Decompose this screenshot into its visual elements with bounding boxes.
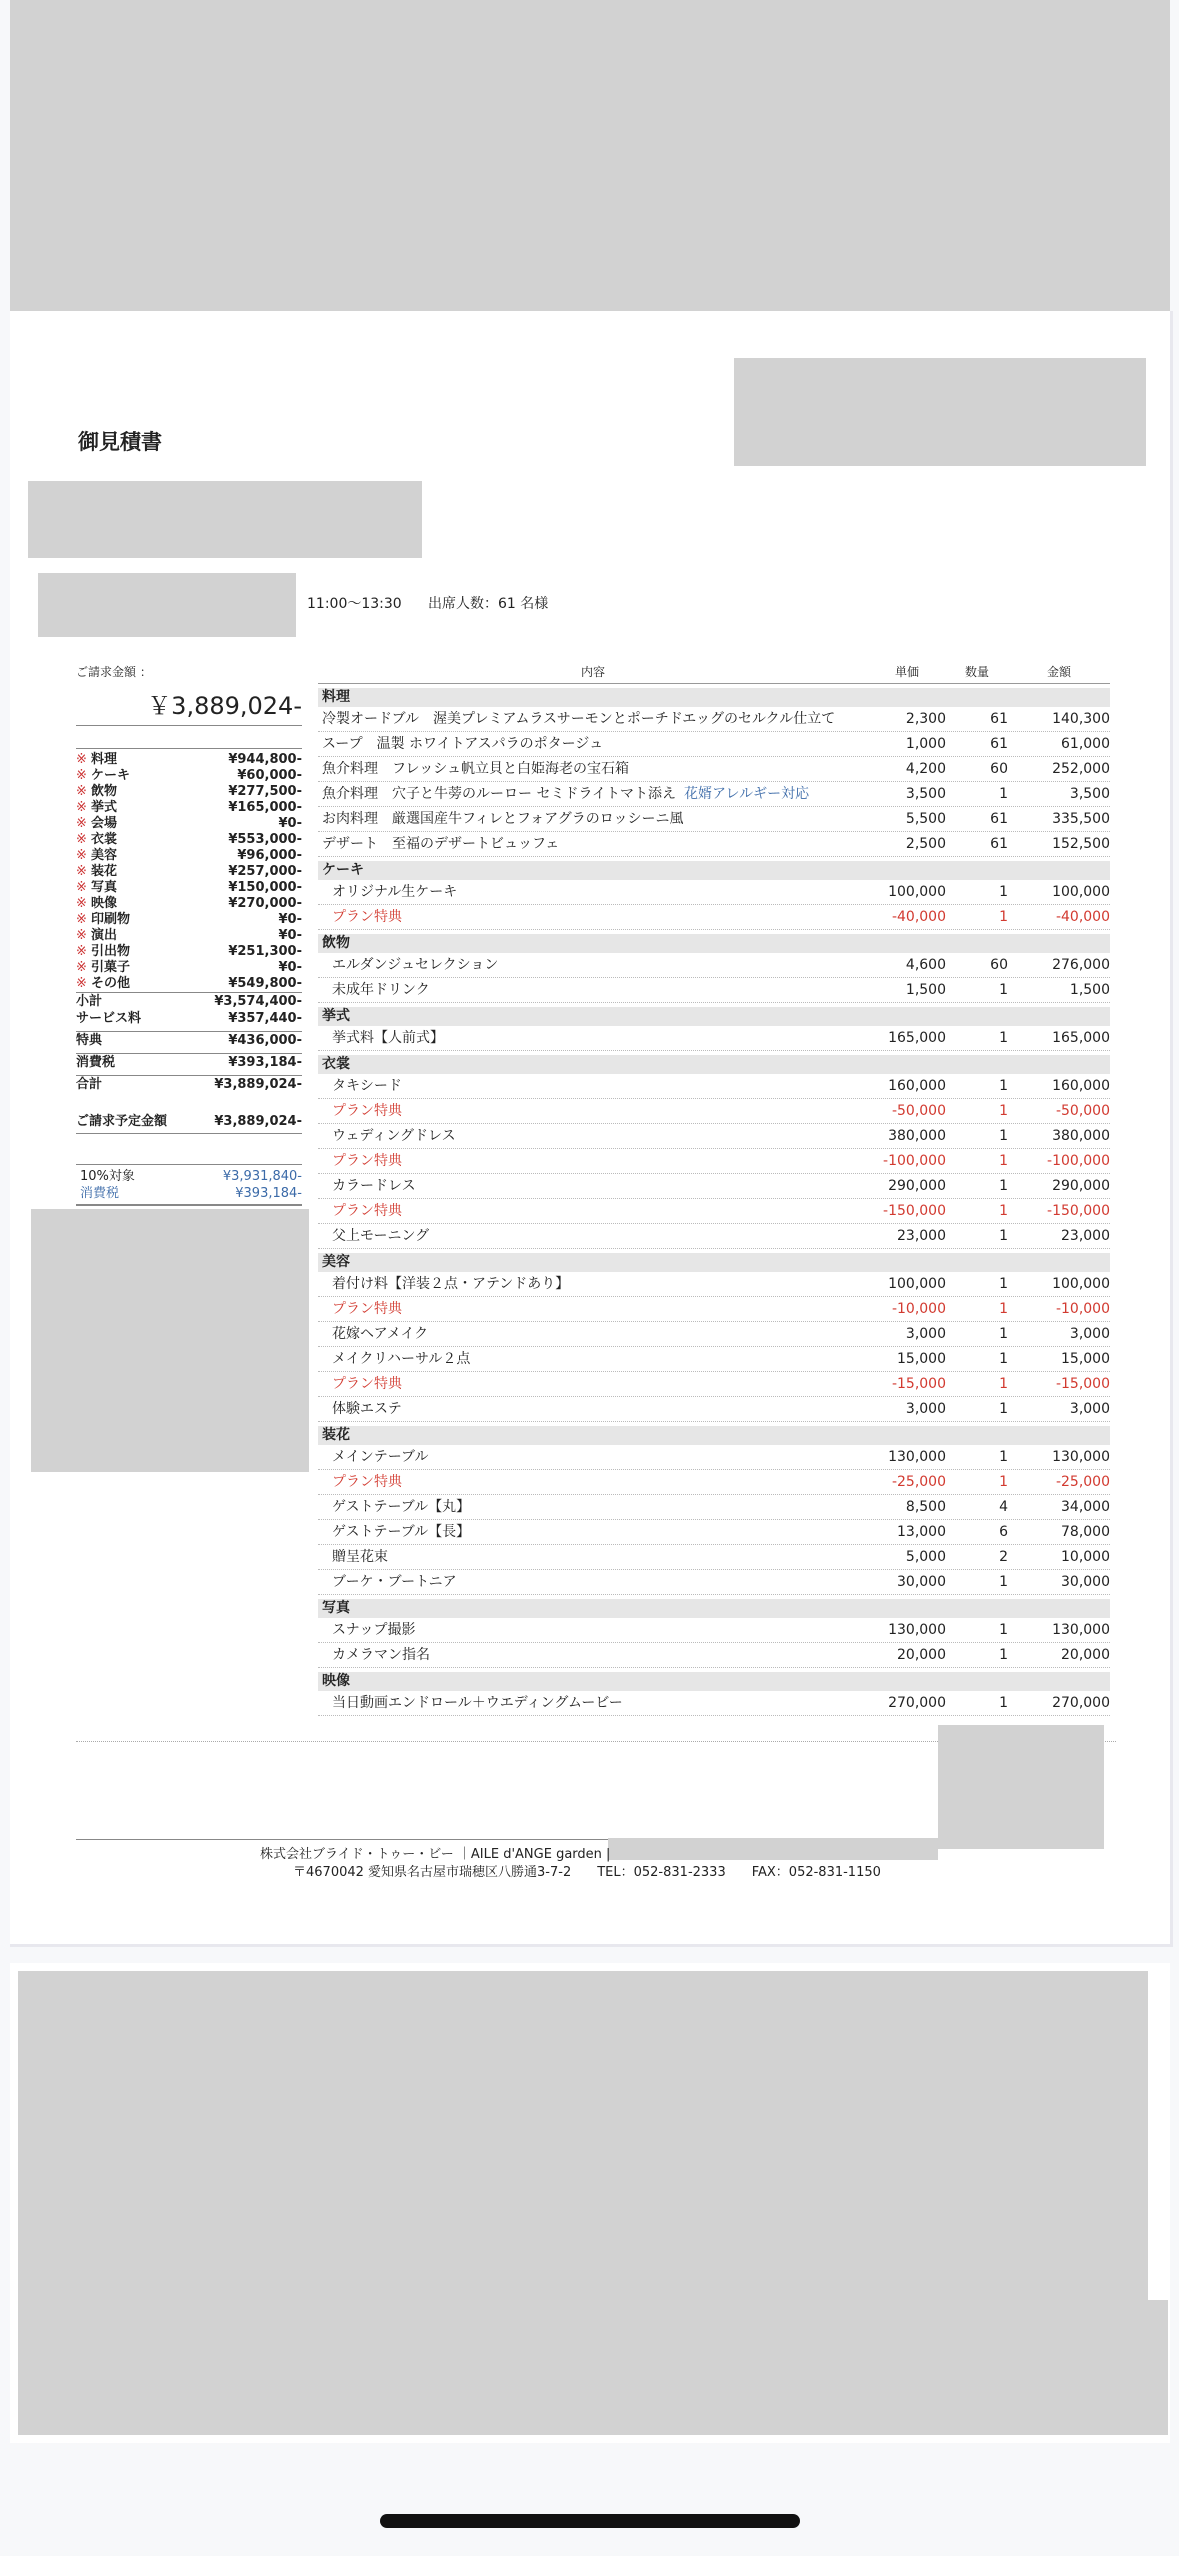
service-row: サービス料 ¥357,440- (76, 1011, 302, 1026)
item-amount: 165,000 (1052, 1030, 1110, 1046)
item-qty: 1 (999, 1326, 1008, 1342)
table-row (318, 1545, 1110, 1570)
item-name: 花嫁ヘアメイク (332, 1326, 429, 1342)
breakdown-row (76, 864, 302, 880)
item-name: スープ 温製 ホワイトアスパラのポタージュ (322, 736, 604, 752)
table-row (318, 1124, 1110, 1149)
company-name: 株式会社ブライド・トゥー・ビー ｜AILE d'ANGE garden | (260, 1847, 611, 1862)
redacted-logo (734, 358, 1146, 466)
item-amount: 130,000 (1052, 1449, 1110, 1465)
category-header: 写真 (318, 1599, 1110, 1618)
item-amount: -25,000 (1055, 1474, 1110, 1490)
estimate-page (10, 311, 1173, 1947)
breakdown-row (76, 976, 302, 992)
item-name: メインテーブル (332, 1449, 429, 1465)
item-name: エルダンジュセレクション (332, 957, 499, 973)
redacted-stamp (938, 1725, 1104, 1849)
item-price: 3,000 (905, 1326, 946, 1342)
item-price: 1,500 (905, 982, 946, 998)
item-qty: 60 (990, 957, 1008, 973)
table-row (318, 1297, 1110, 1322)
table-row (318, 732, 1110, 757)
item-qty: 1 (999, 786, 1008, 802)
item-amount: 61,000 (1061, 736, 1110, 752)
item-amount: 100,000 (1052, 884, 1110, 900)
item-qty: 1 (999, 1103, 1008, 1119)
item-amount: -10,000 (1055, 1301, 1110, 1317)
breakdown-row (76, 848, 302, 864)
item-price: -40,000 (891, 909, 946, 925)
redacted-footer-url (608, 1838, 938, 1860)
table-row (318, 1099, 1110, 1124)
total-row: 合計 ¥3,889,024- (76, 1077, 302, 1092)
breakdown-value: ¥165,000- (228, 800, 302, 815)
table-row (318, 1174, 1110, 1199)
table-row (318, 1224, 1110, 1249)
item-qty: 1 (999, 1128, 1008, 1144)
breakdown-row (76, 800, 302, 816)
item-qty: 1 (999, 884, 1008, 900)
item-qty: 1 (999, 1276, 1008, 1292)
table-row (318, 978, 1110, 1003)
item-amount: 34,000 (1061, 1499, 1110, 1515)
redacted-bottom (18, 2300, 1168, 2435)
category-header: 装花 (318, 1426, 1110, 1445)
item-price: 130,000 (888, 1622, 946, 1638)
item-name: オリジナル生ケーキ (332, 884, 458, 900)
item-name: 体験エステ (332, 1401, 402, 1417)
attendee-count: 出席人数：61 名様 (428, 596, 549, 612)
breakdown-value: ¥0- (278, 816, 302, 831)
event-time: 11:00〜13:30 (307, 596, 402, 612)
table-row (318, 1570, 1110, 1595)
breakdown-value: ¥549,800- (228, 976, 302, 991)
item-amount: 152,500 (1052, 836, 1110, 852)
item-price: 290,000 (888, 1178, 946, 1194)
category-header: 美容 (318, 1253, 1110, 1272)
table-row (318, 1149, 1110, 1174)
breakdown-value: ¥60,000- (237, 768, 302, 783)
item-qty: 1 (999, 1078, 1008, 1094)
breakdown-value: ¥251,300- (228, 944, 302, 959)
table-row (318, 1445, 1110, 1470)
breakdown-label: ※ 挙式 (76, 800, 117, 816)
item-amount: 270,000 (1052, 1695, 1110, 1711)
item-amount: 78,000 (1061, 1524, 1110, 1540)
table-row (318, 1272, 1110, 1297)
table-row (318, 807, 1110, 832)
category-header: 挙式 (318, 1007, 1110, 1026)
item-amount: 23,000 (1061, 1228, 1110, 1244)
breakdown-value: ¥553,000- (228, 832, 302, 847)
breakdown-value: ¥270,000- (228, 896, 302, 911)
item-name: メイクリハーサル２点 (332, 1351, 471, 1367)
item-qty: 1 (999, 982, 1008, 998)
tax2-row: 消費税 ¥393,184- (80, 1186, 302, 1201)
breakdown-label: ※ 引出物 (76, 944, 130, 960)
item-name: ゲストテーブル【長】 (332, 1524, 471, 1540)
redacted-header (10, 0, 1170, 311)
item-amount: 276,000 (1052, 957, 1110, 973)
item-price: 380,000 (888, 1128, 946, 1144)
item-amount: 10,000 (1061, 1549, 1110, 1565)
breakdown-row (76, 912, 302, 928)
item-amount: 3,000 (1069, 1401, 1110, 1417)
item-amount: 252,000 (1052, 761, 1110, 777)
breakdown-list (76, 748, 302, 992)
company-address: 〒4670042 愛知県名古屋市瑞穂区八勝通3-7-2 TEL：052-831-2333 FAX：052-831-1150 (293, 1865, 881, 1880)
item-qty: 1 (999, 1178, 1008, 1194)
table-header: 内容 単価 数量 金額 (318, 663, 1110, 684)
item-price: 30,000 (897, 1574, 946, 1590)
item-qty: 1 (999, 1574, 1008, 1590)
redacted-notes (31, 1209, 309, 1472)
item-price: 270,000 (888, 1695, 946, 1711)
item-qty: 6 (999, 1524, 1008, 1540)
item-qty: 1 (999, 1228, 1008, 1244)
breakdown-value: ¥0- (278, 912, 302, 927)
item-price: 3,500 (905, 786, 946, 802)
item-qty: 1 (999, 1474, 1008, 1490)
item-amount: -40,000 (1055, 909, 1110, 925)
item-price: 2,300 (905, 711, 946, 727)
breakdown-label: ※ 映像 (76, 896, 117, 912)
table-row (318, 1495, 1110, 1520)
breakdown-row (76, 880, 302, 896)
item-amount: 15,000 (1061, 1351, 1110, 1367)
item-price: 5,500 (905, 811, 946, 827)
item-price: 100,000 (888, 884, 946, 900)
subtotal-row: 小計 ¥3,574,400- (76, 994, 302, 1009)
breakdown-value: ¥0- (278, 960, 302, 975)
item-price: 4,200 (905, 761, 946, 777)
item-price: -25,000 (891, 1474, 946, 1490)
item-qty: 1 (999, 1376, 1008, 1392)
table-row (318, 1347, 1110, 1372)
item-name: 当日動画エンドロール＋ウエディングムービー (332, 1695, 623, 1711)
item-amount: 30,000 (1061, 1574, 1110, 1590)
breakdown-value: ¥944,800- (228, 752, 302, 767)
item-qty: 1 (999, 1449, 1008, 1465)
item-price: 15,000 (897, 1351, 946, 1367)
breakdown-row (76, 816, 302, 832)
item-amount: -50,000 (1055, 1103, 1110, 1119)
redacted-date (38, 573, 296, 637)
item-qty: 1 (999, 1622, 1008, 1638)
item-name: プラン特典 (332, 1203, 402, 1219)
breakdown-row (76, 768, 302, 784)
table-row (318, 905, 1110, 930)
table-row (318, 782, 1110, 807)
category-header: 映像 (318, 1672, 1110, 1691)
table-row (318, 1691, 1110, 1716)
breakdown-label: ※ 演出 (76, 928, 117, 944)
item-qty: 1 (999, 1301, 1008, 1317)
item-name: 冷製オードブル 渥美プレミアムラスサーモンとポーチドエッグのセルクル仕立て (322, 711, 836, 727)
item-amount: -100,000 (1047, 1153, 1110, 1169)
item-amount: 140,300 (1052, 711, 1110, 727)
breakdown-label: ※ 印刷物 (76, 912, 130, 928)
home-indicator[interactable] (380, 2514, 800, 2528)
item-qty: 60 (990, 761, 1008, 777)
item-amount: 20,000 (1061, 1647, 1110, 1663)
item-name: 挙式料【人前式】 (332, 1030, 444, 1046)
breakdown-value: ¥257,000- (228, 864, 302, 879)
item-price: 23,000 (897, 1228, 946, 1244)
detail-table (318, 663, 1110, 1716)
breakdown-label: ※ 写真 (76, 880, 117, 896)
category-header: ケーキ (318, 861, 1110, 880)
table-row (318, 1074, 1110, 1099)
item-amount: 1,500 (1069, 982, 1110, 998)
item-amount: 3,500 (1069, 786, 1110, 802)
breakdown-row (76, 928, 302, 944)
item-qty: 1 (999, 1203, 1008, 1219)
item-name: 贈呈花束 (332, 1549, 388, 1565)
item-amount: 3,000 (1069, 1326, 1110, 1342)
tax-row: 消費税 ¥393,184- (76, 1055, 302, 1070)
table-row (318, 1643, 1110, 1668)
item-name: 着付け料【洋装２点・アテンドあり】 (332, 1276, 570, 1292)
item-name: プラン特典 (332, 909, 402, 925)
item-price: 1,000 (905, 736, 946, 752)
item-name: プラン特典 (332, 1301, 402, 1317)
item-qty: 1 (999, 1401, 1008, 1417)
item-name: 魚介料理 フレッシュ帆立貝と白姫海老の宝石箱 (322, 761, 630, 777)
breakdown-label: ※ 飲物 (76, 784, 117, 800)
breakdown-row (76, 752, 302, 768)
item-qty: 61 (990, 836, 1008, 852)
breakdown-row (76, 832, 302, 848)
item-price: -15,000 (891, 1376, 946, 1392)
allergy-note: 花婿アレルギー対応 (684, 786, 810, 802)
item-name: ウェディングドレス (332, 1128, 456, 1144)
item-qty: 1 (999, 909, 1008, 925)
breakdown-value: ¥277,500- (228, 784, 302, 799)
breakdown-label: ※ 会場 (76, 816, 117, 832)
table-row (318, 1199, 1110, 1224)
breakdown-row (76, 960, 302, 976)
taxable-row: 10%対象 ¥3,931,840- (80, 1169, 302, 1184)
table-row (318, 1026, 1110, 1051)
item-price: 5,000 (905, 1549, 946, 1565)
page-title: 御見積書 (78, 430, 162, 454)
item-price: -100,000 (883, 1153, 946, 1169)
table-row (318, 1322, 1110, 1347)
table-row (318, 832, 1110, 857)
item-name: お肉料理 厳選国産牛フィレとフォアグラのロッシーニ風 (322, 811, 684, 827)
item-qty: 61 (990, 711, 1008, 727)
breakdown-value: ¥150,000- (228, 880, 302, 895)
item-name: ブーケ・ブートニア (332, 1574, 457, 1590)
item-qty: 4 (999, 1499, 1008, 1515)
item-amount: 380,000 (1052, 1128, 1110, 1144)
item-price: 160,000 (888, 1078, 946, 1094)
item-price: 100,000 (888, 1276, 946, 1292)
breakdown-label: ※ ケーキ (76, 768, 130, 784)
item-name: デザート 至福のデザートビュッフェ (322, 836, 560, 852)
item-price: 8,500 (905, 1499, 946, 1515)
item-name: 父上モーニング (332, 1228, 430, 1244)
item-price: 165,000 (888, 1030, 946, 1046)
item-price: 130,000 (888, 1449, 946, 1465)
item-amount: -15,000 (1055, 1376, 1110, 1392)
item-qty: 61 (990, 736, 1008, 752)
billing-label: ご請求金額 ： (76, 665, 152, 679)
breakdown-label: ※ 美容 (76, 848, 117, 864)
table-row (318, 953, 1110, 978)
item-price: 20,000 (897, 1647, 946, 1663)
item-price: 4,600 (905, 957, 946, 973)
table-row (318, 757, 1110, 782)
redacted-client-name (28, 481, 422, 558)
item-qty: 1 (999, 1695, 1008, 1711)
table-row (318, 1470, 1110, 1495)
category-header: 衣裳 (318, 1055, 1110, 1074)
item-qty: 1 (999, 1030, 1008, 1046)
breakdown-value: ¥0- (278, 928, 302, 943)
item-price: -10,000 (891, 1301, 946, 1317)
item-price: -50,000 (891, 1103, 946, 1119)
breakdown-value: ¥96,000- (237, 848, 302, 863)
item-amount: 160,000 (1052, 1078, 1110, 1094)
planned-row: ご請求予定金額 ¥3,889,024- (76, 1113, 302, 1134)
billing-amount: ￥3,889,024- (76, 686, 302, 726)
item-amount: 335,500 (1052, 811, 1110, 827)
item-price: 13,000 (897, 1524, 946, 1540)
item-name: カラードレス (332, 1178, 416, 1194)
item-name: 魚介料理 穴子と牛蒡のルーロー セミドライトマト添え 花婿アレルギー対応 (322, 786, 810, 802)
item-name: ゲストテーブル【丸】 (332, 1499, 471, 1515)
item-name: プラン特典 (332, 1153, 402, 1169)
breakdown-label: ※ その他 (76, 976, 130, 992)
item-name: 未成年ドリンク (332, 982, 430, 998)
breakdown-row (76, 896, 302, 912)
item-amount: 130,000 (1052, 1622, 1110, 1638)
table-row (318, 1372, 1110, 1397)
item-amount: 290,000 (1052, 1178, 1110, 1194)
item-name: スナップ撮影 (332, 1622, 416, 1638)
table-row (318, 1397, 1110, 1422)
item-price: 2,500 (905, 836, 946, 852)
table-row (318, 1618, 1110, 1643)
table-row (318, 707, 1110, 732)
item-name: カメラマン指名 (332, 1647, 430, 1663)
item-qty: 61 (990, 811, 1008, 827)
discount-row: 特典 ¥436,000- (76, 1033, 302, 1048)
item-price: 3,000 (905, 1401, 946, 1417)
item-amount: -150,000 (1047, 1203, 1110, 1219)
table-row (318, 1520, 1110, 1545)
breakdown-row (76, 784, 302, 800)
item-qty: 1 (999, 1647, 1008, 1663)
summary-panel (76, 663, 302, 1206)
item-amount: 100,000 (1052, 1276, 1110, 1292)
breakdown-label: ※ 装花 (76, 864, 117, 880)
breakdown-row (76, 944, 302, 960)
breakdown-label: ※ 衣裳 (76, 832, 117, 848)
footer-rule (76, 1839, 686, 1840)
item-name: プラン特典 (332, 1376, 402, 1392)
item-price: -150,000 (883, 1203, 946, 1219)
table-row (318, 880, 1110, 905)
category-header: 飲物 (318, 934, 1110, 953)
item-qty: 2 (999, 1549, 1008, 1565)
item-qty: 1 (999, 1351, 1008, 1367)
breakdown-label: ※ 料理 (76, 752, 117, 768)
item-name: プラン特典 (332, 1103, 402, 1119)
item-name: プラン特典 (332, 1474, 402, 1490)
category-header: 料理 (318, 688, 1110, 707)
item-name: タキシード (332, 1078, 402, 1094)
item-qty: 1 (999, 1153, 1008, 1169)
tax-box (76, 1164, 302, 1206)
breakdown-label: ※ 引菓子 (76, 960, 130, 976)
